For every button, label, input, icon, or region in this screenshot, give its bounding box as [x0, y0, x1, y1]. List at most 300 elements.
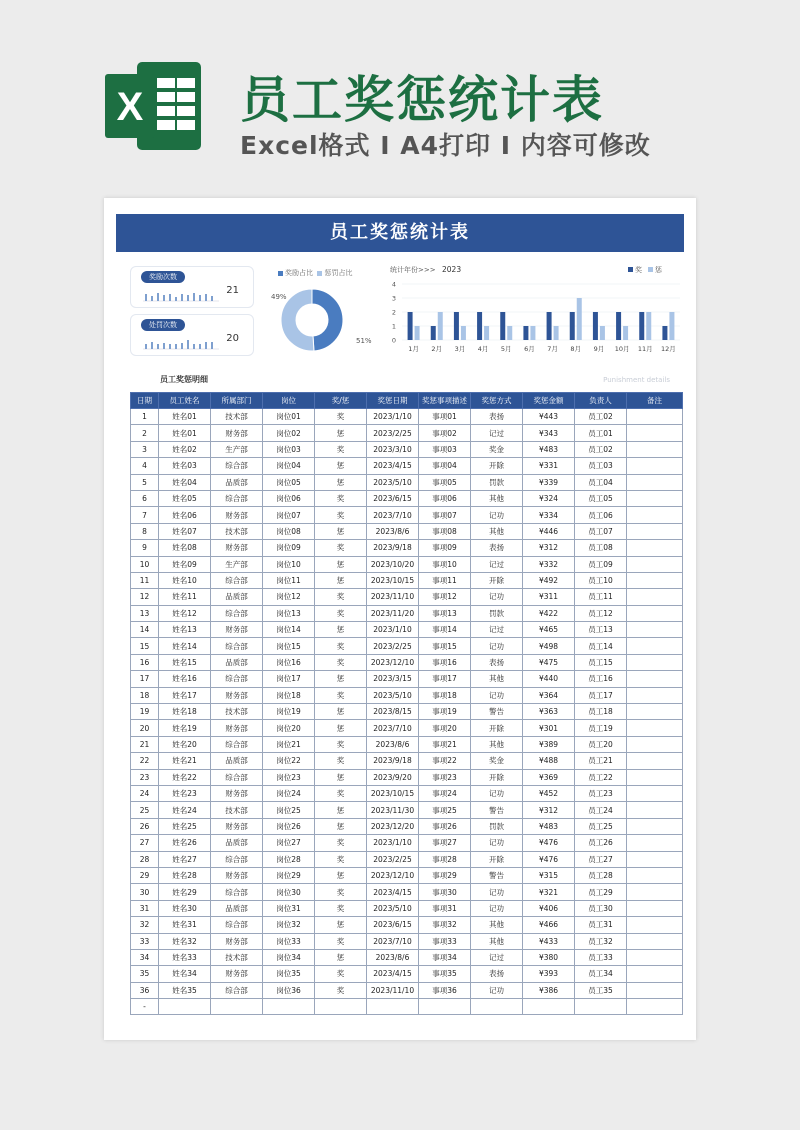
table-cell[interactable]: 2023/6/15 — [367, 490, 419, 506]
table-cell[interactable]: 技术部 — [211, 949, 263, 965]
table-cell[interactable]: ¥301 — [523, 720, 575, 736]
table-cell[interactable] — [315, 999, 367, 1015]
table-cell[interactable]: 岗位03 — [263, 441, 315, 457]
table-cell[interactable]: 员工11 — [575, 589, 627, 605]
table-cell[interactable]: 15 — [131, 638, 159, 654]
table-cell[interactable]: 技术部 — [211, 409, 263, 425]
table-cell[interactable]: 姓名04 — [159, 474, 211, 490]
table-cell[interactable]: 惩 — [315, 556, 367, 572]
table-cell[interactable]: 综合部 — [211, 917, 263, 933]
table-cell[interactable]: 2023/5/10 — [367, 474, 419, 490]
table-cell[interactable]: 事项36 — [419, 982, 471, 998]
table-cell[interactable]: 2023/6/15 — [367, 917, 419, 933]
table-cell[interactable]: 惩 — [315, 917, 367, 933]
table-cell[interactable]: 姓名07 — [159, 523, 211, 539]
table-cell[interactable]: 姓名24 — [159, 802, 211, 818]
table-cell[interactable]: 员工15 — [575, 654, 627, 670]
table-cell[interactable]: ¥312 — [523, 802, 575, 818]
table-cell[interactable]: 2023/1/10 — [367, 622, 419, 638]
table-cell[interactable]: 2023/12/10 — [367, 654, 419, 670]
table-cell[interactable]: 姓名12 — [159, 605, 211, 621]
table-cell[interactable]: 20 — [131, 720, 159, 736]
table-cell[interactable]: 财务部 — [211, 867, 263, 883]
table-cell[interactable]: 事项04 — [419, 458, 471, 474]
table-cell[interactable]: 奖 — [315, 507, 367, 523]
table-cell[interactable] — [627, 589, 683, 605]
table-cell[interactable]: 姓名11 — [159, 589, 211, 605]
table-cell[interactable]: 综合部 — [211, 736, 263, 752]
table-cell[interactable] — [627, 474, 683, 490]
table-cell[interactable]: 事项02 — [419, 425, 471, 441]
table-cell[interactable]: 综合部 — [211, 490, 263, 506]
table-cell[interactable]: 员工26 — [575, 835, 627, 851]
table-cell[interactable]: 2023/4/15 — [367, 966, 419, 982]
table-cell[interactable]: 记过 — [471, 556, 523, 572]
table-cell[interactable]: 岗位21 — [263, 736, 315, 752]
table-cell[interactable]: 综合部 — [211, 605, 263, 621]
table-cell[interactable]: ¥386 — [523, 982, 575, 998]
table-cell[interactable]: ¥364 — [523, 687, 575, 703]
table-cell[interactable]: 事项27 — [419, 835, 471, 851]
table-cell[interactable]: ¥339 — [523, 474, 575, 490]
table-cell[interactable]: 岗位22 — [263, 753, 315, 769]
table-cell[interactable]: 记功 — [471, 507, 523, 523]
table-cell[interactable]: 事项01 — [419, 409, 471, 425]
table-cell[interactable]: 岗位02 — [263, 425, 315, 441]
table-cell[interactable]: 员工17 — [575, 687, 627, 703]
table-cell[interactable]: 姓名06 — [159, 507, 211, 523]
table-cell[interactable]: 姓名09 — [159, 556, 211, 572]
table-cell[interactable] — [211, 999, 263, 1015]
table-cell[interactable]: 姓名26 — [159, 835, 211, 851]
table-cell[interactable]: 2023/5/10 — [367, 687, 419, 703]
table-cell[interactable]: 岗位06 — [263, 490, 315, 506]
table-cell[interactable]: 姓名35 — [159, 982, 211, 998]
table-cell[interactable] — [627, 769, 683, 785]
table-cell[interactable]: 技术部 — [211, 523, 263, 539]
table-cell[interactable]: 事项34 — [419, 949, 471, 965]
table-cell[interactable]: 11 — [131, 572, 159, 588]
table-cell[interactable]: ¥363 — [523, 704, 575, 720]
table-cell[interactable]: 财务部 — [211, 425, 263, 441]
table-cell[interactable]: 岗位31 — [263, 900, 315, 916]
table-cell[interactable]: 财务部 — [211, 966, 263, 982]
table-cell[interactable] — [471, 999, 523, 1015]
table-cell[interactable]: 岗位27 — [263, 835, 315, 851]
table-cell[interactable]: 奖 — [315, 736, 367, 752]
table-cell[interactable]: 事项31 — [419, 900, 471, 916]
table-cell[interactable]: 2023/8/15 — [367, 704, 419, 720]
table-cell[interactable]: 姓名16 — [159, 671, 211, 687]
table-cell[interactable]: 19 — [131, 704, 159, 720]
table-cell[interactable]: 事项29 — [419, 867, 471, 883]
table-cell[interactable]: 综合部 — [211, 671, 263, 687]
table-cell[interactable]: 开除 — [471, 769, 523, 785]
table-cell[interactable]: 奖 — [315, 654, 367, 670]
table-cell[interactable]: 员工04 — [575, 474, 627, 490]
table-cell[interactable]: 姓名01 — [159, 425, 211, 441]
table-cell[interactable]: 员工23 — [575, 785, 627, 801]
table-cell[interactable]: 2023/10/15 — [367, 572, 419, 588]
table-cell[interactable]: 2023/5/10 — [367, 900, 419, 916]
table-cell[interactable]: ¥315 — [523, 867, 575, 883]
table-cell[interactable]: 1 — [131, 409, 159, 425]
table-cell[interactable]: 2023/4/15 — [367, 458, 419, 474]
table-cell[interactable]: 事项23 — [419, 769, 471, 785]
table-cell[interactable]: 姓名29 — [159, 884, 211, 900]
table-cell[interactable]: ¥331 — [523, 458, 575, 474]
table-cell[interactable]: ¥321 — [523, 884, 575, 900]
table-cell[interactable]: 姓名01 — [159, 409, 211, 425]
table-cell[interactable] — [627, 753, 683, 769]
table-cell[interactable]: 员工12 — [575, 605, 627, 621]
table-cell[interactable]: 其他 — [471, 523, 523, 539]
table-cell[interactable]: 2023/2/25 — [367, 851, 419, 867]
table-cell[interactable]: 事项30 — [419, 884, 471, 900]
table-cell[interactable]: 员工01 — [575, 425, 627, 441]
table-cell[interactable]: ¥483 — [523, 818, 575, 834]
table-cell[interactable]: 其他 — [471, 736, 523, 752]
table-cell[interactable]: 财务部 — [211, 687, 263, 703]
table-cell[interactable]: 员工35 — [575, 982, 627, 998]
table-cell[interactable] — [627, 949, 683, 965]
table-cell[interactable]: 姓名14 — [159, 638, 211, 654]
table-cell[interactable] — [627, 409, 683, 425]
table-cell[interactable]: 综合部 — [211, 769, 263, 785]
table-cell[interactable]: 员工28 — [575, 867, 627, 883]
table-cell[interactable]: 惩 — [315, 572, 367, 588]
table-cell[interactable]: 惩 — [315, 671, 367, 687]
table-cell[interactable] — [627, 900, 683, 916]
table-cell[interactable]: 事项35 — [419, 966, 471, 982]
table-cell[interactable]: 奖 — [315, 982, 367, 998]
table-cell[interactable]: 员工30 — [575, 900, 627, 916]
table-cell[interactable]: 事项18 — [419, 687, 471, 703]
table-cell[interactable] — [627, 490, 683, 506]
table-cell[interactable]: 惩 — [315, 802, 367, 818]
table-cell[interactable]: 事项07 — [419, 507, 471, 523]
table-cell[interactable]: 2023/3/10 — [367, 441, 419, 457]
table-cell[interactable]: 奖 — [315, 490, 367, 506]
table-cell[interactable]: ¥465 — [523, 622, 575, 638]
table-cell[interactable]: 8 — [131, 523, 159, 539]
table-cell[interactable]: 36 — [131, 982, 159, 998]
table-cell[interactable]: 岗位23 — [263, 769, 315, 785]
table-cell[interactable]: 技术部 — [211, 704, 263, 720]
table-cell[interactable]: 开除 — [471, 851, 523, 867]
table-cell[interactable]: 奖 — [315, 687, 367, 703]
table-cell[interactable]: 表扬 — [471, 409, 523, 425]
table-cell[interactable]: 财务部 — [211, 785, 263, 801]
table-cell[interactable]: 奖金 — [471, 441, 523, 457]
table-cell[interactable]: 奖 — [315, 589, 367, 605]
table-cell[interactable]: 岗位10 — [263, 556, 315, 572]
table-cell[interactable]: ¥475 — [523, 654, 575, 670]
table-cell[interactable]: 员工07 — [575, 523, 627, 539]
table-cell[interactable]: 奖 — [315, 409, 367, 425]
table-cell[interactable]: 姓名17 — [159, 687, 211, 703]
table-cell[interactable]: 2023/8/6 — [367, 736, 419, 752]
table-cell[interactable] — [627, 523, 683, 539]
table-cell[interactable]: 事项03 — [419, 441, 471, 457]
table-cell[interactable]: 岗位24 — [263, 785, 315, 801]
table-cell[interactable]: 记功 — [471, 982, 523, 998]
table-cell[interactable]: 表扬 — [471, 540, 523, 556]
table-cell[interactable]: 2023/11/20 — [367, 605, 419, 621]
table-cell[interactable]: ¥443 — [523, 409, 575, 425]
table-cell[interactable]: 姓名30 — [159, 900, 211, 916]
table-cell[interactable]: 岗位35 — [263, 966, 315, 982]
table-cell[interactable]: 2023/9/18 — [367, 753, 419, 769]
table-cell[interactable]: 员工34 — [575, 966, 627, 982]
table-cell[interactable]: 姓名15 — [159, 654, 211, 670]
table-cell[interactable]: 22 — [131, 753, 159, 769]
table-cell[interactable]: 员工06 — [575, 507, 627, 523]
table-cell[interactable]: 事项10 — [419, 556, 471, 572]
table-cell[interactable]: 34 — [131, 949, 159, 965]
table-cell[interactable] — [367, 999, 419, 1015]
table-cell[interactable]: 事项19 — [419, 704, 471, 720]
table-cell[interactable]: 罚款 — [471, 474, 523, 490]
table-cell[interactable]: ¥334 — [523, 507, 575, 523]
table-cell[interactable]: 2023/9/20 — [367, 769, 419, 785]
table-cell[interactable]: 姓名25 — [159, 818, 211, 834]
table-cell[interactable]: 记功 — [471, 589, 523, 605]
table-cell[interactable]: 员工18 — [575, 704, 627, 720]
table-cell[interactable]: 岗位26 — [263, 818, 315, 834]
table-cell[interactable]: 警告 — [471, 867, 523, 883]
table-cell[interactable]: 2023/12/10 — [367, 867, 419, 883]
table-cell[interactable]: 2023/11/10 — [367, 982, 419, 998]
table-cell[interactable]: 岗位16 — [263, 654, 315, 670]
table-cell[interactable]: 岗位15 — [263, 638, 315, 654]
table-cell[interactable] — [627, 654, 683, 670]
table-cell[interactable]: 罚款 — [471, 605, 523, 621]
table-cell[interactable]: 惩 — [315, 769, 367, 785]
table-cell[interactable]: 惩 — [315, 867, 367, 883]
table-cell[interactable]: 姓名20 — [159, 736, 211, 752]
table-cell[interactable]: 员工05 — [575, 490, 627, 506]
table-cell[interactable]: ¥483 — [523, 441, 575, 457]
table-cell[interactable]: 综合部 — [211, 851, 263, 867]
table-cell[interactable]: 奖 — [315, 540, 367, 556]
table-cell[interactable]: 姓名13 — [159, 622, 211, 638]
table-cell[interactable]: ¥476 — [523, 835, 575, 851]
table-cell[interactable]: 事项25 — [419, 802, 471, 818]
table-cell[interactable]: 品质部 — [211, 753, 263, 769]
table-cell[interactable]: 奖 — [315, 753, 367, 769]
table-cell[interactable]: 记功 — [471, 900, 523, 916]
table-cell[interactable]: 惩 — [315, 818, 367, 834]
table-cell[interactable]: 岗位36 — [263, 982, 315, 998]
table-cell[interactable]: 品质部 — [211, 654, 263, 670]
table-cell[interactable]: 26 — [131, 818, 159, 834]
table-cell[interactable]: 奖 — [315, 605, 367, 621]
table-cell[interactable]: 记功 — [471, 835, 523, 851]
table-cell[interactable]: 2023/9/18 — [367, 540, 419, 556]
table-cell[interactable]: 其他 — [471, 917, 523, 933]
table-cell[interactable]: ¥369 — [523, 769, 575, 785]
table-cell[interactable]: ¥332 — [523, 556, 575, 572]
table-cell[interactable]: 岗位05 — [263, 474, 315, 490]
table-cell[interactable] — [627, 867, 683, 883]
table-cell[interactable] — [627, 687, 683, 703]
table-cell[interactable]: 奖 — [315, 835, 367, 851]
table-cell[interactable]: 姓名08 — [159, 540, 211, 556]
table-cell[interactable] — [263, 999, 315, 1015]
table-cell[interactable]: 2 — [131, 425, 159, 441]
table-cell[interactable]: 25 — [131, 802, 159, 818]
table-cell[interactable] — [627, 720, 683, 736]
table-cell[interactable]: 惩 — [315, 523, 367, 539]
table-cell[interactable]: 技术部 — [211, 802, 263, 818]
table-cell[interactable]: 13 — [131, 605, 159, 621]
table-cell[interactable]: 生产部 — [211, 441, 263, 457]
table-cell[interactable] — [627, 851, 683, 867]
table-cell[interactable] — [575, 999, 627, 1015]
table-cell[interactable]: 事项13 — [419, 605, 471, 621]
table-cell[interactable]: ¥324 — [523, 490, 575, 506]
table-cell[interactable] — [627, 671, 683, 687]
table-cell[interactable]: 2023/11/10 — [367, 589, 419, 605]
table-cell[interactable]: 姓名23 — [159, 785, 211, 801]
table-cell[interactable]: 财务部 — [211, 933, 263, 949]
table-cell[interactable]: 28 — [131, 851, 159, 867]
table-cell[interactable] — [627, 736, 683, 752]
table-cell[interactable]: 岗位01 — [263, 409, 315, 425]
table-cell[interactable]: 姓名05 — [159, 490, 211, 506]
table-cell[interactable]: 员工14 — [575, 638, 627, 654]
table-cell[interactable]: 2023/11/30 — [367, 802, 419, 818]
table-cell[interactable]: 表扬 — [471, 966, 523, 982]
table-cell[interactable]: 员工20 — [575, 736, 627, 752]
table-cell[interactable]: 7 — [131, 507, 159, 523]
table-cell[interactable]: ¥343 — [523, 425, 575, 441]
table-cell[interactable]: 奖 — [315, 900, 367, 916]
table-cell[interactable]: 员工24 — [575, 802, 627, 818]
table-cell[interactable]: 奖 — [315, 638, 367, 654]
table-cell[interactable]: 事项09 — [419, 540, 471, 556]
table-cell[interactable]: 33 — [131, 933, 159, 949]
table-cell[interactable] — [159, 999, 211, 1015]
table-cell[interactable]: 综合部 — [211, 982, 263, 998]
table-cell[interactable]: 35 — [131, 966, 159, 982]
table-cell[interactable]: 奖 — [315, 884, 367, 900]
table-cell[interactable]: 开除 — [471, 720, 523, 736]
table-cell[interactable]: 岗位18 — [263, 687, 315, 703]
table-cell[interactable] — [523, 999, 575, 1015]
table-cell[interactable]: 员工02 — [575, 441, 627, 457]
table-cell[interactable]: 岗位20 — [263, 720, 315, 736]
table-cell[interactable]: 记过 — [471, 425, 523, 441]
table-cell[interactable]: 2023/12/20 — [367, 818, 419, 834]
table-cell[interactable]: 事项05 — [419, 474, 471, 490]
table-cell[interactable]: 2023/4/15 — [367, 884, 419, 900]
table-cell[interactable]: 惩 — [315, 425, 367, 441]
table-cell[interactable]: 其他 — [471, 490, 523, 506]
table-cell[interactable]: 姓名19 — [159, 720, 211, 736]
table-cell[interactable]: 警告 — [471, 802, 523, 818]
table-cell[interactable]: 综合部 — [211, 458, 263, 474]
table-cell[interactable]: 岗位07 — [263, 507, 315, 523]
table-cell[interactable]: 岗位17 — [263, 671, 315, 687]
table-cell[interactable]: ¥446 — [523, 523, 575, 539]
table-cell[interactable] — [627, 556, 683, 572]
table-cell[interactable] — [419, 999, 471, 1015]
table-cell[interactable]: 姓名18 — [159, 704, 211, 720]
table-cell[interactable]: ¥311 — [523, 589, 575, 605]
table-cell[interactable]: 30 — [131, 884, 159, 900]
table-cell[interactable]: 事项15 — [419, 638, 471, 654]
table-cell[interactable]: 奖金 — [471, 753, 523, 769]
table-cell[interactable]: 岗位08 — [263, 523, 315, 539]
table-cell[interactable] — [627, 818, 683, 834]
table-cell[interactable]: 员工10 — [575, 572, 627, 588]
table-cell[interactable]: 员工27 — [575, 851, 627, 867]
table-cell[interactable]: 2023/10/20 — [367, 556, 419, 572]
table-cell[interactable]: 事项21 — [419, 736, 471, 752]
table-cell[interactable]: ¥440 — [523, 671, 575, 687]
table-cell[interactable]: 2023/2/25 — [367, 638, 419, 654]
table-cell[interactable]: 记功 — [471, 638, 523, 654]
table-cell[interactable]: ¥498 — [523, 638, 575, 654]
table-cell[interactable]: 姓名32 — [159, 933, 211, 949]
table-cell[interactable]: 姓名28 — [159, 867, 211, 883]
table-cell[interactable]: 员工29 — [575, 884, 627, 900]
table-cell[interactable]: 姓名34 — [159, 966, 211, 982]
table-cell[interactable] — [627, 802, 683, 818]
table-cell[interactable] — [627, 835, 683, 851]
table-cell[interactable]: 员工32 — [575, 933, 627, 949]
table-cell[interactable]: 事项28 — [419, 851, 471, 867]
table-cell[interactable]: 31 — [131, 900, 159, 916]
table-cell[interactable]: 员工03 — [575, 458, 627, 474]
table-cell[interactable] — [627, 982, 683, 998]
table-cell[interactable]: 记过 — [471, 622, 523, 638]
table-cell[interactable]: 10 — [131, 556, 159, 572]
table-cell[interactable] — [627, 638, 683, 654]
table-cell[interactable]: 员工33 — [575, 949, 627, 965]
table-cell[interactable]: 2023/8/6 — [367, 949, 419, 965]
table-cell[interactable]: 9 — [131, 540, 159, 556]
table-cell[interactable]: 事项06 — [419, 490, 471, 506]
table-cell[interactable]: 姓名21 — [159, 753, 211, 769]
table-cell[interactable]: 6 — [131, 490, 159, 506]
table-cell[interactable]: 财务部 — [211, 720, 263, 736]
table-cell[interactable]: 岗位34 — [263, 949, 315, 965]
table-cell[interactable] — [627, 785, 683, 801]
table-cell[interactable]: 奖 — [315, 785, 367, 801]
table-cell[interactable] — [627, 622, 683, 638]
table-cell[interactable]: 财务部 — [211, 507, 263, 523]
table-cell[interactable]: 员工22 — [575, 769, 627, 785]
table-cell[interactable] — [627, 704, 683, 720]
table-cell[interactable]: 记功 — [471, 687, 523, 703]
table-cell[interactable]: 岗位12 — [263, 589, 315, 605]
table-cell[interactable]: 其他 — [471, 671, 523, 687]
table-cell[interactable]: 岗位29 — [263, 867, 315, 883]
table-cell[interactable]: 岗位04 — [263, 458, 315, 474]
table-cell[interactable]: 4 — [131, 458, 159, 474]
table-cell[interactable]: 岗位14 — [263, 622, 315, 638]
table-cell[interactable]: 财务部 — [211, 540, 263, 556]
table-cell[interactable]: ¥476 — [523, 851, 575, 867]
table-cell[interactable]: 开除 — [471, 458, 523, 474]
table-cell[interactable]: 罚款 — [471, 818, 523, 834]
table-cell[interactable]: 奖 — [315, 441, 367, 457]
table-cell[interactable] — [627, 917, 683, 933]
table-cell[interactable] — [627, 572, 683, 588]
